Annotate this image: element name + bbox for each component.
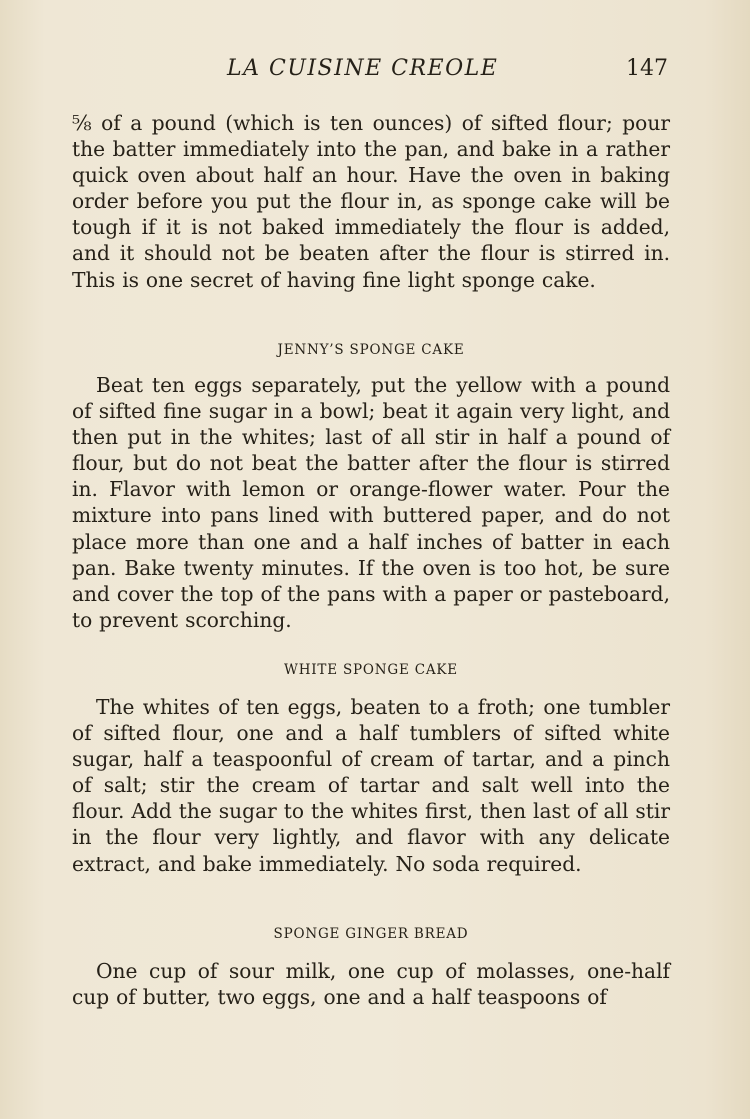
paragraph-text: The whites of ten eggs, beaten to a froth; one tumbler of sifted flour, one and a half tumblers of sifted white sugar, half a teaspoonful of cream of tartar, and a pinch of salt; stir the cream of tartar and salt well into the flour. Add the sugar to the whites first, then last of all stir in the flour very lightly, and flavor with any delicate extract, and bake immediately. No soda required.	[72, 695, 670, 876]
paragraph-jennys-sponge-cake	[72, 372, 670, 633]
recipe-heading-white-sponge-cake	[72, 662, 670, 678]
heading-text: SPONGE GINGER BREAD	[273, 926, 469, 942]
page-header	[72, 56, 668, 86]
heading-text: WHITE SPONGE CAKE	[284, 662, 458, 678]
recipe-heading-jennys-sponge-cake	[72, 342, 670, 358]
paragraph-sponge-cake-continued	[72, 110, 670, 293]
paragraph-sponge-ginger-bread	[72, 958, 670, 1010]
paragraph-text: One cup of sour milk, one cup of molasses, one-half cup of butter, two eggs, one and a half teaspoons of	[72, 959, 670, 1010]
paragraph-text: ⅝ of a pound (which is ten ounces) of sifted flour; pour the batter immediately into the pan, and bake in a rather quick oven about half an hour. Have the oven in baking order before you put the flour in, as sponge cake will be tough if it is not baked immediately the flour is added, and it should not be beaten after the flour is stirred in. This is one secret of having fine light sponge cake.	[72, 111, 670, 292]
heading-text: JENNY’S SPONGE CAKE	[277, 342, 465, 358]
paragraph-white-sponge-cake	[72, 694, 670, 877]
paragraph-text: Beat ten eggs separately, put the yellow with a pound of sifted fine sugar in a bowl; beat it again very light, and then put in the whites; last of all stir in half a pound of flour, but do not beat the batter after the flour is stirred in. Flavor with lemon or orange-flower water. Pour the mixture into pans lined with buttered paper, and do not place more than one and a half inches of batter in each pan. Bake twenty minutes. If the oven is too hot, be sure and cover the top of the pans with a paper or pasteboard, to prevent scorching.	[72, 373, 670, 632]
recipe-heading-sponge-ginger-bread	[72, 926, 670, 942]
page-number: 147	[626, 56, 668, 81]
running-title: LA CUISINE CREOLE	[227, 56, 499, 81]
